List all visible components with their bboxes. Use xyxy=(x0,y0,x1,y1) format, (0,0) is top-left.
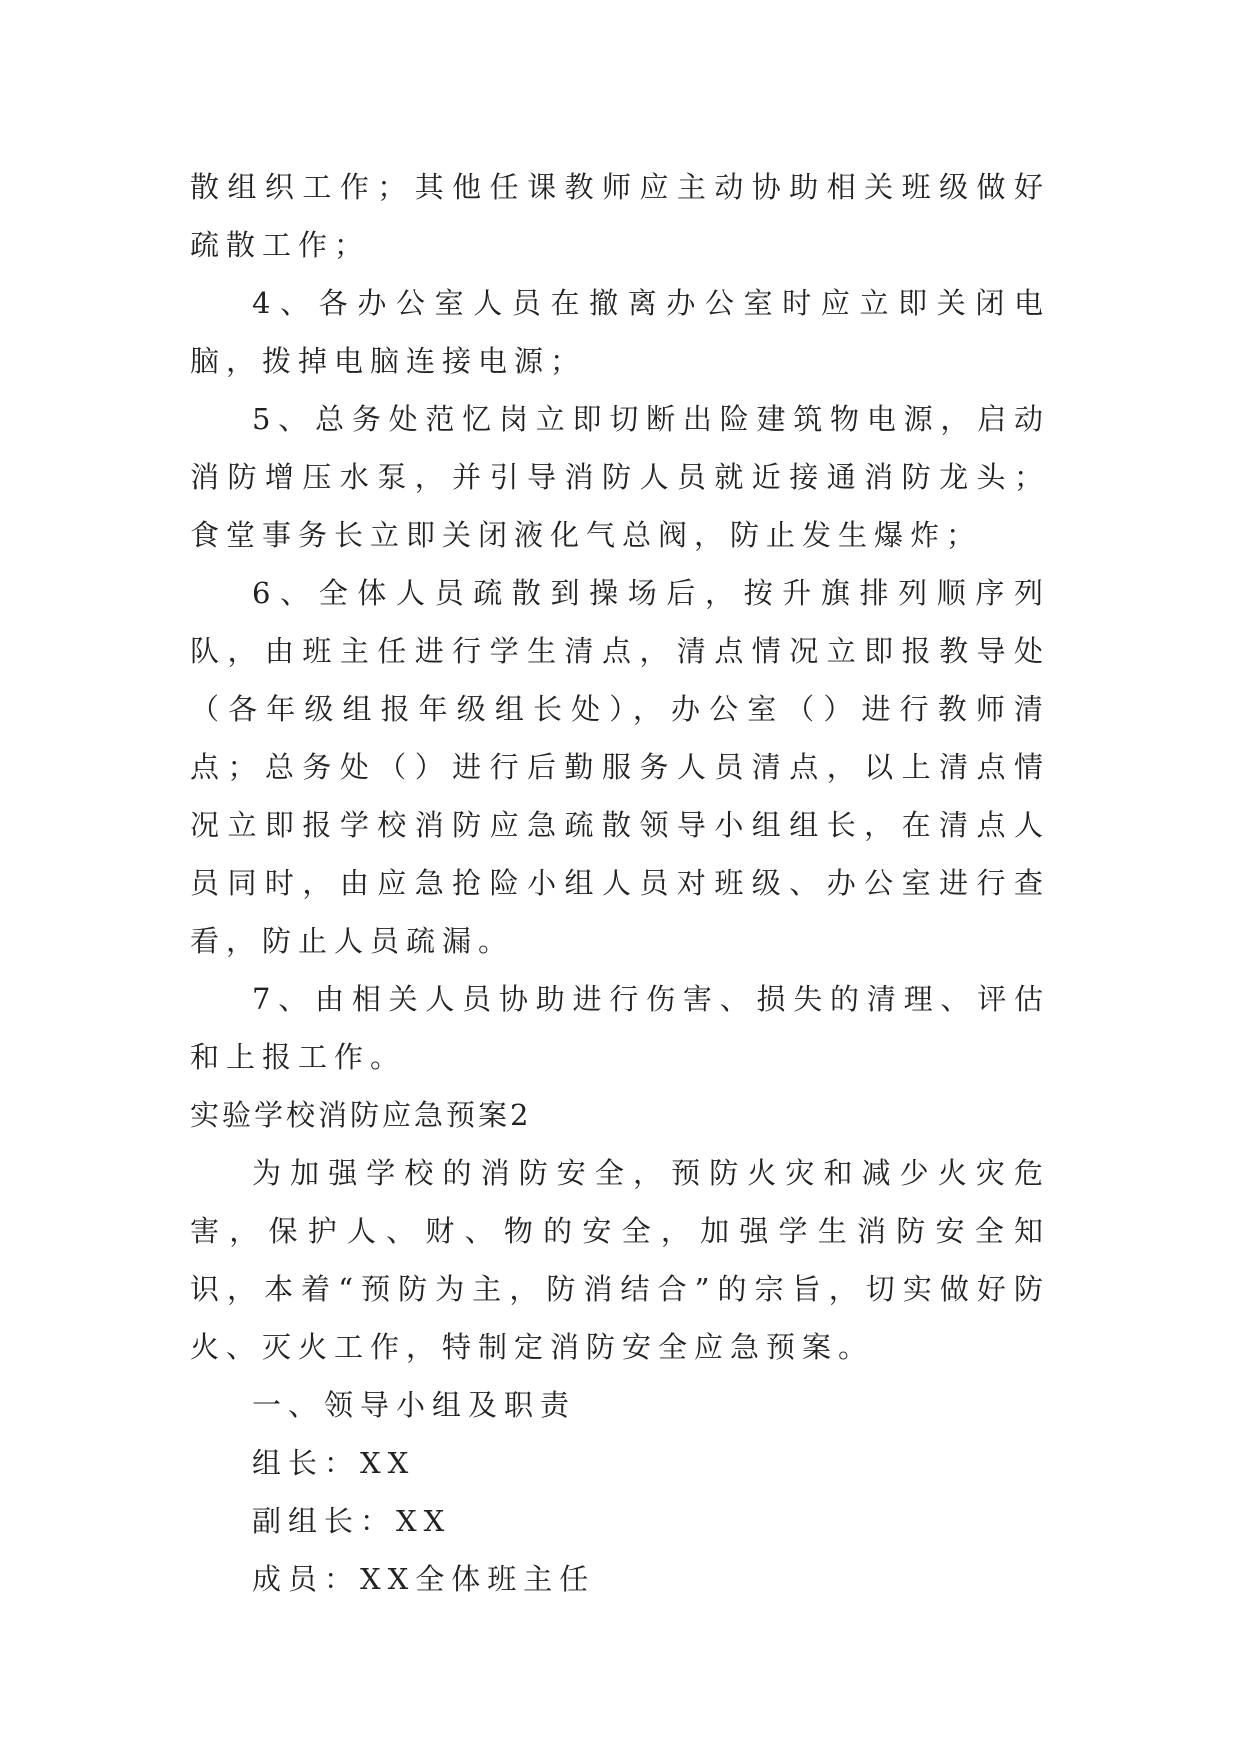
paragraph-intro: 为加强学校的消防安全，预防火灾和减少火灾危害，保护人、财、物的安全，加强学生消防安全知识，本着“预防为主，防消结合”的宗旨，切实做好防火、灭火工作，特制定消防安全应急预案。 xyxy=(190,1156,1050,1364)
section-heading-leadership: 一、领导小组及职责 xyxy=(252,1388,577,1422)
paragraph-item-6: 6、全体人员疏散到操场后，按升旗排列顺序列队，由班主任进行学生清点，清点情况立即报教导处（各年级组报年级组长处），办公室（）进行教师清点；总务处（）进行后勤服务人员清点，以上清点情况立即报学校消防应急疏散领导小组组长，在清点人员同时，由应急抢险小组人员对班级、办公室进行查看，防止人员疏漏。 xyxy=(190,576,1050,958)
paragraph-item-5: 5、总务处范忆岗立即切断出险建筑物电源，启动消防增压水泵，并引导消防人员就近接通消防龙头；食堂事务长立即关闭液化气总阀，防止发生爆炸； xyxy=(190,402,1050,552)
members-line: 成员：XX全体班主任 xyxy=(252,1562,596,1596)
paragraph-item-4: 4、各办公室人员在撤离办公室时应立即关闭电脑，拨掉电脑连接电源； xyxy=(190,286,1050,378)
document-title-2: 实验学校消防应急预案2 xyxy=(190,1098,532,1132)
document-body xyxy=(190,158,1050,1608)
paragraph-item-7: 7、由相关人员协助进行伤害、损失的清理、评估和上报工作。 xyxy=(190,982,1050,1074)
paragraph-continuation: 散组织工作；其他任课教师应主动协助相关班级做好疏散工作； xyxy=(190,170,1050,262)
leader-line: 组长：XX xyxy=(252,1446,416,1480)
deputy-leader-line: 副组长：XX xyxy=(252,1504,452,1538)
